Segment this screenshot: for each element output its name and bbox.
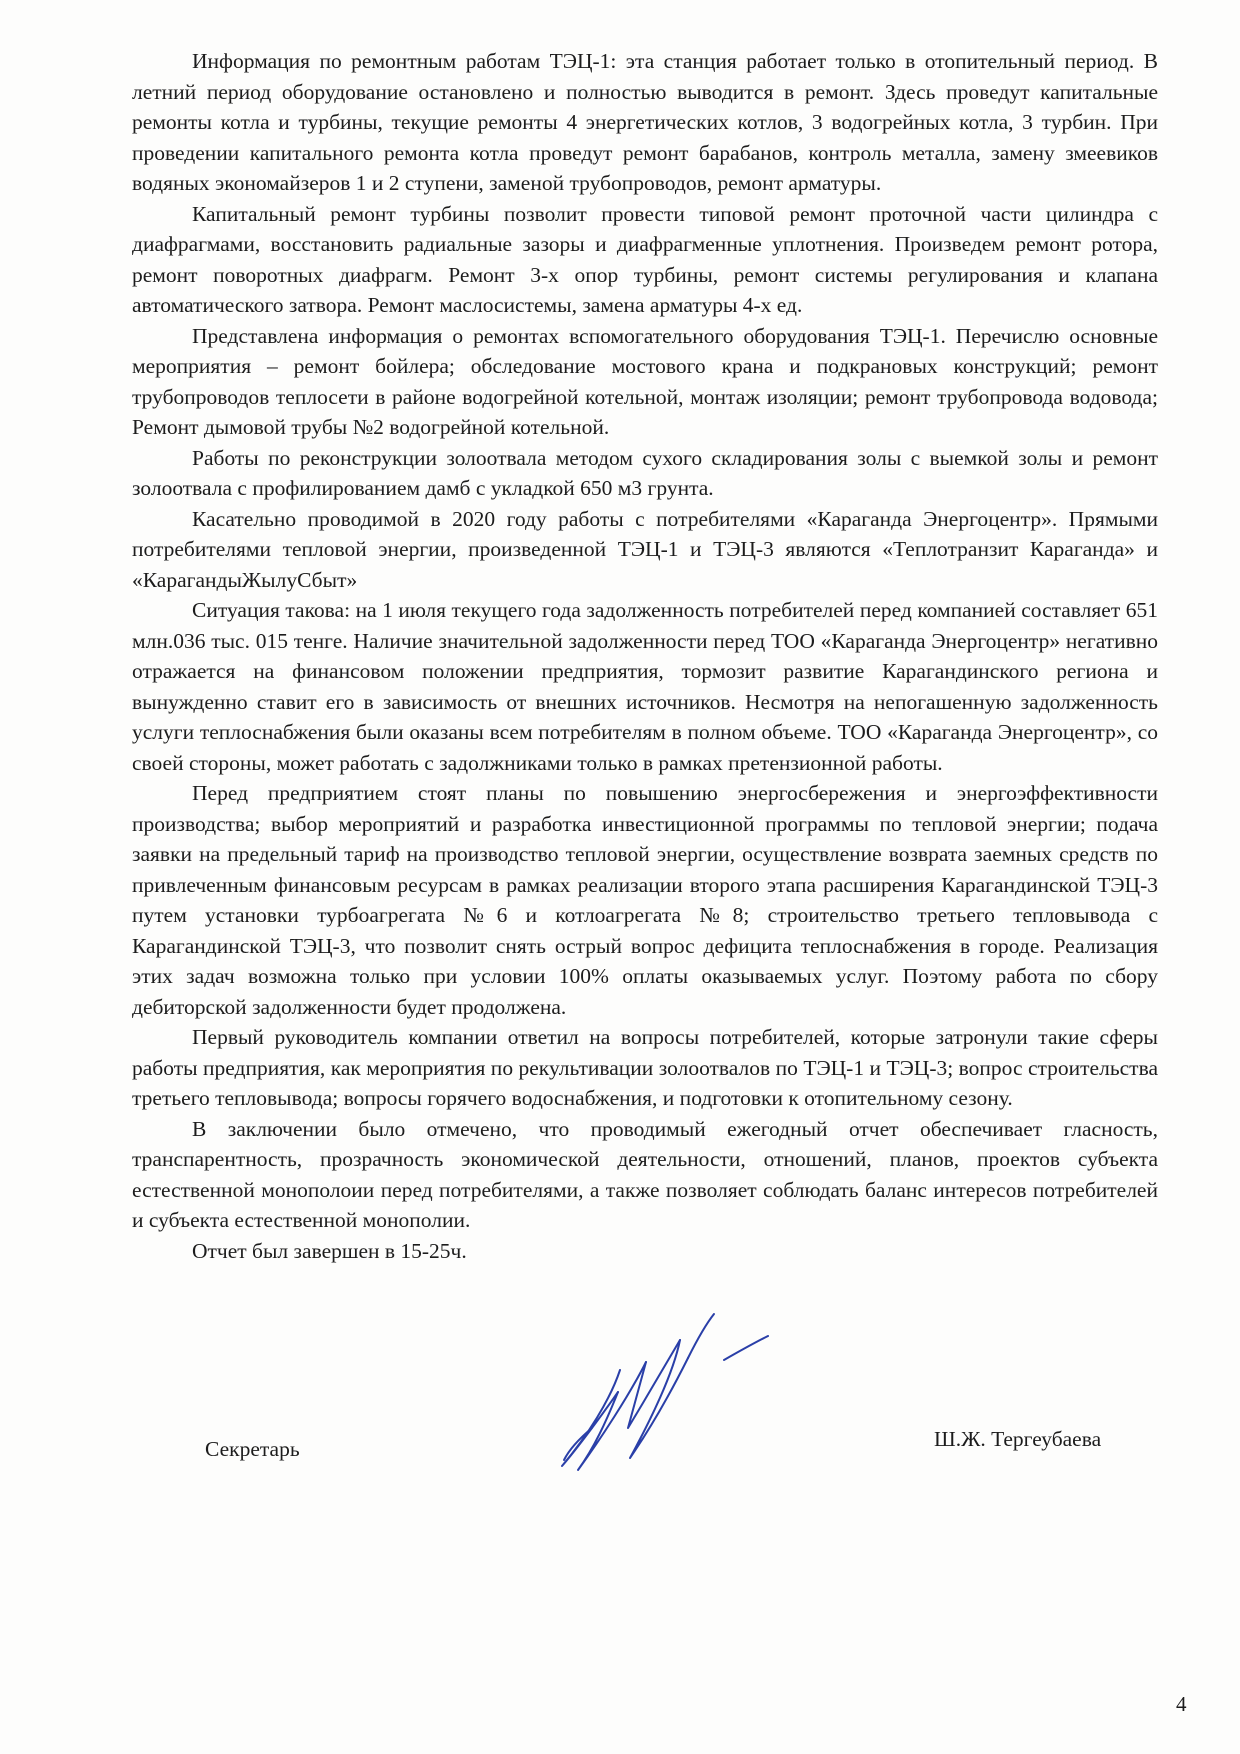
paragraph-plans: Перед предприятием стоят планы по повышению энергосбережения и энергоэффективности производства; выбор мероприятий и разработка инвестиционной программы по тепловой энергии; подача заявки на предельный тариф на производство тепловой энергии, осуществление возврата заемных средств по привлеченным финансовым ресурсам в рамках реализации второго этапа расширения Карагандинской ТЭЦ-3 путем установки турбоагрегата №6 и котлоагрегата №8; строительство третьего тепловывода с Карагандинской ТЭЦ-3, что позволит снять острый вопрос дефицита теплоснабжения в городе. Реализация этих задач возможна только при условии 100% оплаты оказываемых услуг. Поэтому работа по сбору дебиторской задолженности будет продолжена.: [132, 781, 1158, 1019]
document-body: [132, 46, 1158, 1266]
closing-line: Отчет был завершен в 15-25ч.: [192, 1238, 467, 1263]
paragraph-auxiliary-equipment: Представлена информация о ремонтах вспомогательного оборудования ТЭЦ-1. Перечислю основные мероприятия – ремонт бойлера; обследование мостового крана и подкрановых конструкций; ремонт трубопроводов теплосети в районе водогрейной котельной, монтаж изоляции; ремонт трубопровода водовода; Ремонт дымовой трубы №2 водогрейной котельной.: [132, 323, 1158, 439]
page-number: 4: [1176, 1692, 1187, 1716]
signatory-role: Секретарь: [205, 1437, 300, 1461]
signature-block: [0, 1420, 1240, 1500]
paragraph-repairs-tec1: Информация по ремонтным работам ТЭЦ-1: эта станция работает только в отопительный период. В летний период оборудование остановлено и полностью выводится в ремонт. Здесь проведут капитальные ремонты котла и турбины, текущие ремонты 4 энергетических котлов, 3 водогрейных котла, 3 турбин. При проведении капитального ремонта котла проведут ремонт барабанов, контроль металла, замену змеевиков водяных экономайзеров 1 и 2 ступени, заменой трубопроводов, ремонт арматуры.: [132, 49, 1158, 195]
paragraph-ash-dump: Работы по реконструкции золоотвала методом сухого складирования золы с выемкой золы и ремонт золоотвала с профилированием дамб с укладкой 650 м3 грунта.: [132, 445, 1158, 500]
paragraph-consumers: Касательно проводимой в 2020 году работы с потребителями «Караганда Энергоцентр». Прямыми потребителями тепловой энергии, произведенной ТЭЦ-1 и ТЭЦ-3 являются «Теплотранзит Караганда» и «КарагандыЖылуСбыт»: [132, 506, 1158, 592]
paragraph-debt-situation: Ситуация такова: на 1 июля текущего года задолженность потребителей перед компанией составляет 651 млн.036 тыс. 015 тенге. Наличие значительной задолженности перед ТОО «Караганда Энергоцентр» негативно отражается на финансовом положении предприятия, тормозит развитие Карагандинского региона и вынужденно ставит его в зависимость от внешних источников. Несмотря на непогашенную задолженность услуги теплоснабжения были оказаны всем потребителям в полном объеме. ТОО «Караганда Энергоцентр», со своей стороны, может работать с задолжниками только в рамках претензионной работы.: [132, 598, 1158, 775]
paragraph-turbine-repair: Капитальный ремонт турбины позволит провести типовой ремонт проточной части цилиндра с диафрагмами, восстановить радиальные зазоры и диафрагменные уплотнения. Произведем ремонт ротора, ремонт поворотных диафрагм. Ремонт 3-х опор турбины, ремонт системы регулирования и клапана автоматического затвора. Ремонт маслосистемы, замена арматуры 4-х ед.: [132, 201, 1158, 317]
paragraph-questions: Первый руководитель компании ответил на вопросы потребителей, которые затронули такие сферы работы предприятия, как мероприятия по рекультивации золоотвалов по ТЭЦ-1 и ТЭЦ-3; вопрос строительства третьего тепловывода; вопросы горячего водоснабжения, и подготовки к отопительному сезону.: [132, 1025, 1158, 1110]
signatory-name: Ш.Ж. Тергеубаева: [934, 1427, 1102, 1451]
paragraph-conclusion: В заключении было отмечено, что проводимый ежегодный отчет обеспечивает гласность, транспарентность, прозрачность экономической деятельности, отношений, планов, проектов субъекта естественной монополоии перед потребителями, а также позволяет соблюдать баланс интересов потребителей и субъекта естественной монополии.: [132, 1116, 1158, 1232]
